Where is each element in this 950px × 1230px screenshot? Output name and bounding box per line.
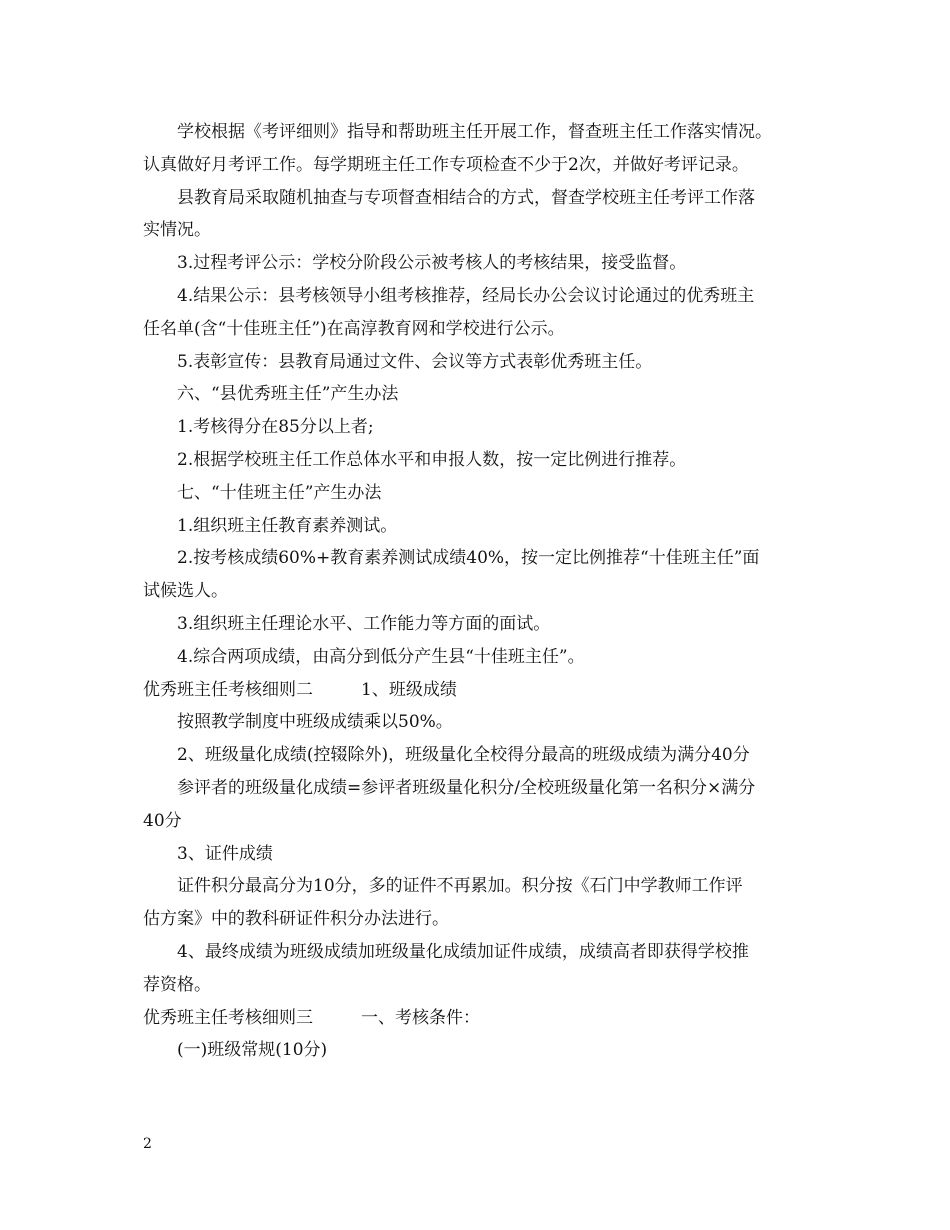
section-title: 优秀班主任考核细则二	[143, 679, 313, 700]
paragraph-line: 1.考核得分在85分以上者;	[177, 417, 374, 438]
page-number: 2	[143, 1136, 152, 1152]
paragraph-line: 2.按考核成绩60%+教育素养测试成绩40%，按一定比例推荐“十佳班主任”面	[177, 548, 760, 569]
paragraph-line: 按照教学制度中班级成绩乘以50%。	[177, 712, 453, 733]
paragraph-line: 估方案》中的教科研证件积分办法进行。	[143, 909, 449, 930]
paragraph-line: 3.过程考评公示：学校分阶段公示被考核人的考核结果，接受监督。	[177, 253, 687, 274]
paragraph-line: 5.表彰宣传：县教育局通过文件、会议等方式表彰优秀班主任。	[177, 351, 653, 372]
paragraph-line: 县教育局采取随机抽查与专项督查相结合的方式，督查学校班主任考评工作落	[177, 187, 755, 208]
paragraph-line: 任名单(含“十佳班主任”)在高淳教育网和学校进行公示。	[143, 318, 565, 339]
paragraph-line: 荐资格。	[143, 974, 211, 995]
paragraph-line: (一)班级常规(10分)	[177, 1040, 328, 1061]
paragraph-line: 4.综合两项成绩，由高分到低分产生县“十佳班主任”。	[177, 646, 585, 667]
section-heading-line	[143, 1002, 815, 1035]
paragraph-line: 4.结果公示：县考核领导小组考核推荐，经局长办公会议讨论通过的优秀班主	[177, 285, 755, 306]
paragraph-line: 学校根据《考评细则》指导和帮助班主任开展工作，督查班主任工作落实情况。	[177, 122, 772, 142]
paragraph-line: 3.组织班主任理论水平、工作能力等方面的面试。	[177, 613, 551, 634]
paragraph-line: 认真做好月考评工作。每学期班主任工作专项检查不少于2次，并做好考评记录。	[143, 154, 749, 175]
paragraph-line: 1.组织班主任教育素养测试。	[177, 515, 398, 536]
section-heading: 六、“县优秀班主任”产生办法	[177, 384, 399, 405]
paragraph-line: 2、班级量化成绩(控辍除外)，班级量化全校得分最高的班级成绩为满分40分	[177, 745, 750, 766]
section-title: 优秀班主任考核细则三	[143, 1007, 313, 1028]
paragraph-line: 参评者的班级量化成绩=参评者班级量化积分/全校班级量化第一名积分×满分	[177, 777, 756, 798]
subsection-title: 3、证件成绩	[177, 843, 273, 864]
paragraph-line: 证件积分最高分为10分，多的证件不再累加。积分按《石门中学教师工作评	[177, 876, 743, 897]
subsection-title: 1、班级成绩	[361, 679, 457, 700]
section-heading: 七、“十佳班主任”产生办法	[177, 482, 382, 503]
paragraph-line: 实情况。	[143, 220, 211, 241]
document-body	[143, 116, 815, 1067]
paragraph-line: 40分	[143, 810, 182, 831]
subsection-title: 一、考核条件：	[361, 1007, 480, 1028]
section-heading-line	[143, 674, 815, 707]
paragraph-line: 试候选人。	[143, 581, 228, 602]
paragraph-line: 4、最终成绩为班级成绩加班级量化成绩加证件成绩，成绩高者即获得学校推	[177, 941, 749, 962]
paragraph-line: 2.根据学校班主任工作总体水平和申报人数，按一定比例进行推荐。	[177, 449, 687, 470]
